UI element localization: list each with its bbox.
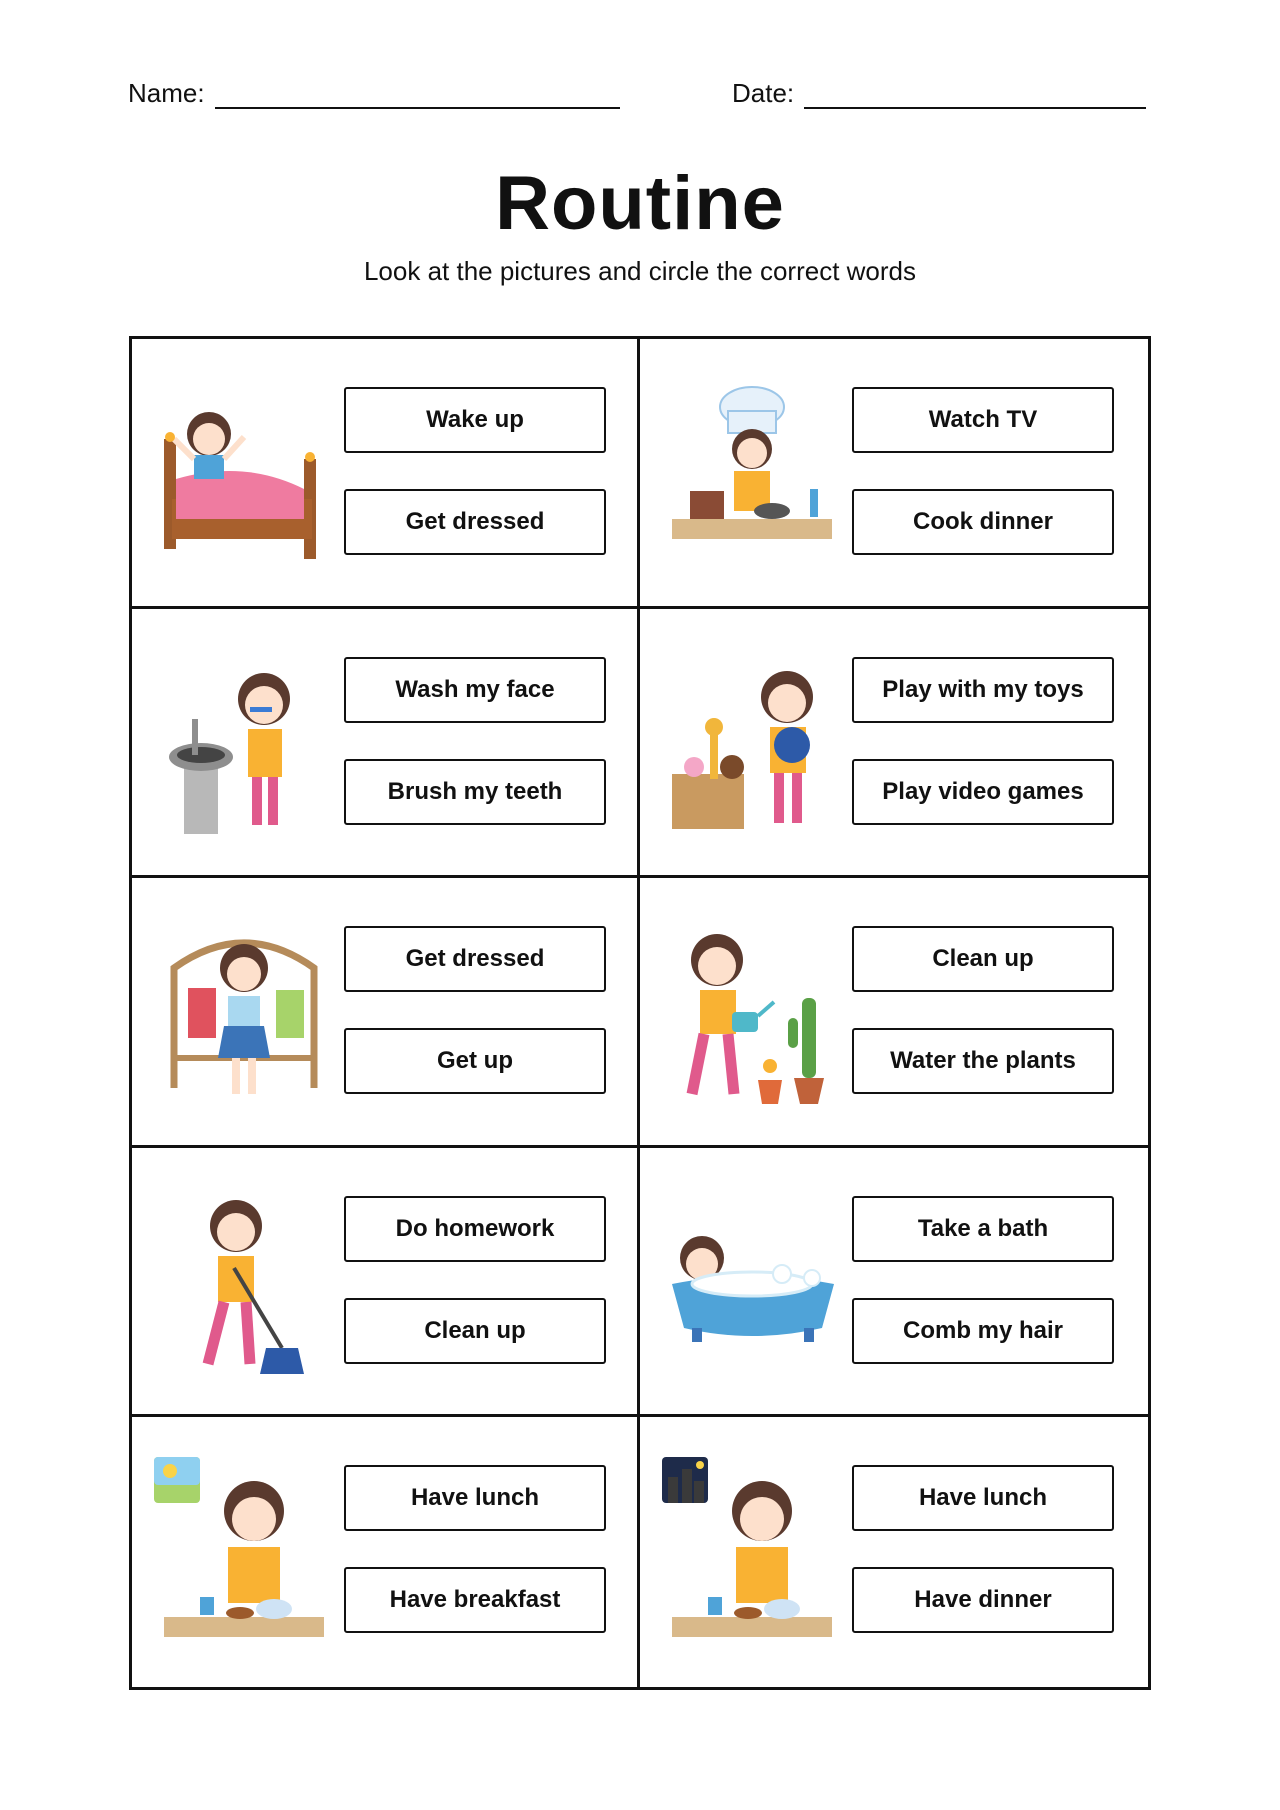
- exercise-grid: [129, 336, 1151, 1690]
- option-button[interactable]: Watch TV: [852, 387, 1114, 453]
- page-title: Routine: [495, 161, 785, 246]
- option-button[interactable]: Have lunch: [344, 1465, 606, 1531]
- option-button[interactable]: Wake up: [344, 387, 606, 453]
- exercise-cell: [132, 609, 640, 879]
- girl-at-wardrobe-icon: [154, 918, 334, 1108]
- date-label: Date:: [732, 78, 795, 108]
- exercise-cell: [640, 878, 1148, 1148]
- option-button[interactable]: Do homework: [344, 1196, 606, 1262]
- name-label: Name:: [128, 78, 205, 108]
- exercise-cell: [132, 1148, 640, 1418]
- exercise-cell: [640, 339, 1148, 609]
- girl-mopping-floor-icon: [154, 1188, 334, 1378]
- option-button[interactable]: Get dressed: [344, 926, 606, 992]
- option-button[interactable]: Play video games: [852, 759, 1114, 825]
- option-button[interactable]: Get dressed: [344, 489, 606, 555]
- girl-brushing-teeth-at-sink-icon: [154, 649, 334, 839]
- option-button[interactable]: Clean up: [344, 1298, 606, 1364]
- option-button[interactable]: Have lunch: [852, 1465, 1114, 1531]
- girl-chef-cooking-icon: [662, 379, 842, 569]
- option-button[interactable]: Wash my face: [344, 657, 606, 723]
- exercise-cell: [640, 609, 1148, 879]
- girl-watering-plants-icon: [662, 918, 842, 1108]
- girl-in-bathtub-icon: [662, 1188, 842, 1378]
- girl-eating-daytime-icon: [154, 1457, 334, 1647]
- option-button[interactable]: Play with my toys: [852, 657, 1114, 723]
- name-field[interactable]: [128, 78, 620, 109]
- date-field[interactable]: [732, 78, 1146, 109]
- option-button[interactable]: Take a bath: [852, 1196, 1114, 1262]
- option-button[interactable]: Get up: [344, 1028, 606, 1094]
- exercise-cell: [132, 1417, 640, 1687]
- exercise-cell: [132, 339, 640, 609]
- girl-eating-night-icon: [662, 1457, 842, 1647]
- option-button[interactable]: Cook dinner: [852, 489, 1114, 555]
- option-button[interactable]: Water the plants: [852, 1028, 1114, 1094]
- date-line[interactable]: [804, 81, 1146, 109]
- name-line[interactable]: [215, 81, 620, 109]
- option-button[interactable]: Have dinner: [852, 1567, 1114, 1633]
- girl-waking-in-bed-icon: [154, 379, 334, 569]
- page-subtitle: Look at the pictures and circle the correct words: [363, 256, 917, 286]
- option-button[interactable]: Brush my teeth: [344, 759, 606, 825]
- option-button[interactable]: Comb my hair: [852, 1298, 1114, 1364]
- option-button[interactable]: Clean up: [852, 926, 1114, 992]
- option-button[interactable]: Have breakfast: [344, 1567, 606, 1633]
- exercise-cell: [132, 878, 640, 1148]
- girl-with-toy-box-icon: [662, 649, 842, 839]
- exercise-cell: [640, 1148, 1148, 1418]
- exercise-cell: [640, 1417, 1148, 1687]
